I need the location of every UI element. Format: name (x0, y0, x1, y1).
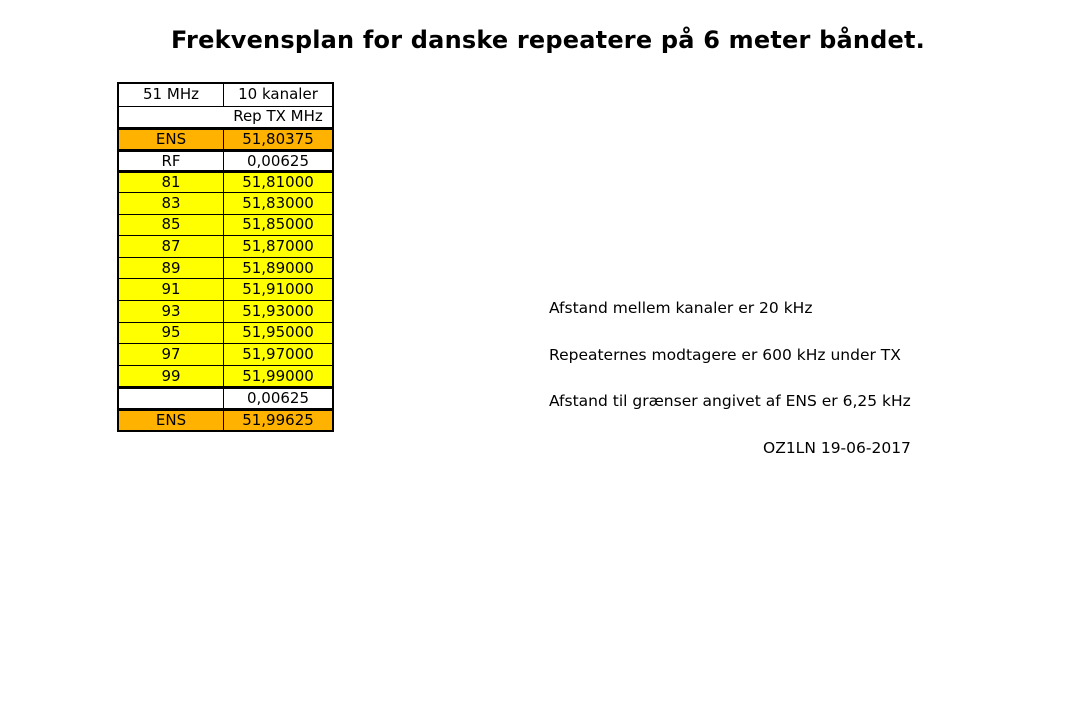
rf-row (119, 149, 332, 171)
channel-frequency: 51,85000 (224, 215, 332, 236)
channel-frequency: 51,89000 (224, 258, 332, 279)
channel-row (119, 170, 332, 192)
channel-row (119, 235, 332, 257)
channel-frequency: 51,81000 (224, 173, 332, 192)
ens-label: ENS (119, 130, 224, 149)
channel-frequency: 51,93000 (224, 301, 332, 322)
channel-count: 10 kanaler (224, 84, 332, 106)
ens-frequency: 51,80375 (224, 130, 332, 149)
channel-number: 85 (119, 215, 224, 236)
ens-label: ENS (119, 411, 224, 430)
channel-frequency: 51,91000 (224, 279, 332, 300)
page-title: Frekvensplan for danske repeatere på 6 meter båndet. (171, 26, 925, 54)
channel-number: 89 (119, 258, 224, 279)
channel-spacing-note: Afstand mellem kanaler er 20 kHz (549, 299, 813, 317)
channel-frequency: 51,95000 (224, 323, 332, 344)
channel-frequency: 51,99000 (224, 366, 332, 387)
gap-row (119, 386, 332, 408)
channel-number: 83 (119, 193, 224, 214)
rf-value: 0,00625 (224, 152, 332, 171)
channel-row (119, 322, 332, 344)
channel-row (119, 278, 332, 300)
header-row (119, 84, 332, 106)
channel-number: 97 (119, 344, 224, 365)
rep-tx-label: Rep TX MHz (224, 107, 332, 128)
channel-row (119, 300, 332, 322)
channel-row (119, 214, 332, 236)
gap-empty-cell (119, 389, 224, 408)
rf-label: RF (119, 152, 224, 171)
channel-number: 99 (119, 366, 224, 387)
band-label: 51 MHz (119, 84, 224, 106)
ens-top-row (119, 127, 332, 149)
channel-row (119, 343, 332, 365)
subheader-empty-cell (119, 107, 224, 128)
author-signature: OZ1LN 19-06-2017 (763, 439, 911, 457)
band-limits-note: Afstand til grænser angivet af ENS er 6,25 kHz (549, 392, 911, 410)
channel-frequency: 51,97000 (224, 344, 332, 365)
frequency-table (117, 82, 334, 432)
channel-number: 91 (119, 279, 224, 300)
gap-value: 0,00625 (224, 389, 332, 408)
channel-number: 93 (119, 301, 224, 322)
channel-number: 95 (119, 323, 224, 344)
subheader-row (119, 106, 332, 128)
channel-number: 81 (119, 173, 224, 192)
receiver-offset-note: Repeaternes modtagere er 600 kHz under TX (549, 346, 901, 364)
ens-bottom-row (119, 408, 332, 430)
channel-frequency: 51,87000 (224, 236, 332, 257)
channel-row (119, 192, 332, 214)
channel-row (119, 257, 332, 279)
channel-number: 87 (119, 236, 224, 257)
ens-frequency: 51,99625 (224, 411, 332, 430)
channel-row (119, 365, 332, 387)
channel-frequency: 51,83000 (224, 193, 332, 214)
